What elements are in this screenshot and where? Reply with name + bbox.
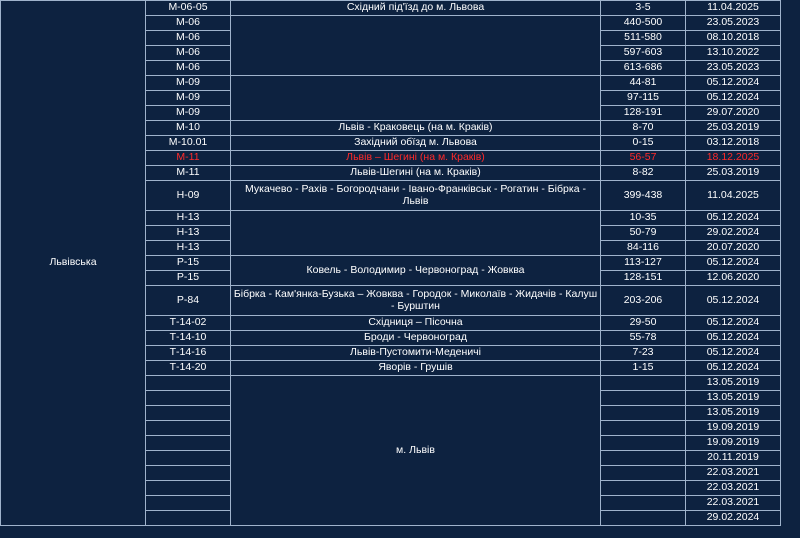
- road-name-cell: [231, 121, 601, 136]
- date-cell: 22.03.2021: [686, 481, 781, 496]
- km-range-cell: 84-116: [601, 241, 686, 256]
- km-range-cell: 50-79: [601, 226, 686, 241]
- date-cell: 23.05.2023: [686, 16, 781, 31]
- km-range-cell: 399-438: [601, 181, 686, 211]
- date-cell: 13.10.2022: [686, 46, 781, 61]
- km-range-cell: 55-78: [601, 331, 686, 346]
- road-index-cell: Р-84: [146, 286, 231, 316]
- km-range-cell: 203-206: [601, 286, 686, 316]
- date-cell: 05.12.2024: [686, 316, 781, 331]
- road-name-text: Львів-Пустомити-Меденичі: [350, 346, 481, 359]
- road-name-text: Бібрка - Кам'янка-Бузька – Жовква - Городок - Миколаїв - Жидачів - Калуш - Бурштин: [233, 287, 598, 312]
- road-index-cell: [146, 376, 231, 391]
- road-index-cell: [146, 391, 231, 406]
- road-index-cell: Р-15: [146, 256, 231, 271]
- road-index-cell: М-11: [146, 151, 231, 166]
- km-range-cell: 113-127: [601, 256, 686, 271]
- date-cell: 25.03.2019: [686, 121, 781, 136]
- road-index-cell: М-09: [146, 91, 231, 106]
- road-index-cell: М-11: [146, 166, 231, 181]
- table-row: [1, 1, 781, 16]
- km-range-cell: 511-580: [601, 31, 686, 46]
- road-index-cell: М-10.01: [146, 136, 231, 151]
- road-name-text: Львів – Шегині (на м. Краків): [346, 151, 485, 164]
- road-name-cell: [231, 136, 601, 151]
- date-cell: 20.11.2019: [686, 451, 781, 466]
- date-cell: 05.12.2024: [686, 76, 781, 91]
- km-range-cell: 128-151: [601, 271, 686, 286]
- road-name-text: Східний під'їзд до м. Львова: [346, 1, 485, 14]
- km-range-cell: 7-23: [601, 346, 686, 361]
- date-cell: 11.04.2025: [686, 181, 781, 211]
- table-body: [1, 1, 781, 526]
- km-range-cell: 29-50: [601, 316, 686, 331]
- km-range-cell: 8-70: [601, 121, 686, 136]
- road-index-cell: М-10: [146, 121, 231, 136]
- road-index-cell: [146, 436, 231, 451]
- km-range-cell: 3-5: [601, 1, 686, 16]
- km-range-cell: 10-35: [601, 211, 686, 226]
- km-range-cell: 44-81: [601, 76, 686, 91]
- date-cell: 29.02.2024: [686, 511, 781, 526]
- road-name-text: м. Львів: [396, 443, 435, 456]
- date-cell: 19.09.2019: [686, 436, 781, 451]
- road-index-cell: Н-09: [146, 181, 231, 211]
- road-name-cell: [231, 331, 601, 346]
- road-name-text: Яворів - Грушів: [378, 361, 453, 374]
- date-cell: 29.02.2024: [686, 226, 781, 241]
- road-index-cell: М-09: [146, 106, 231, 121]
- road-index-cell: Н-13: [146, 241, 231, 256]
- road-index-cell: [146, 451, 231, 466]
- road-index-cell: [146, 466, 231, 481]
- date-cell: 12.06.2020: [686, 271, 781, 286]
- km-range-cell: [601, 466, 686, 481]
- road-index-cell: [146, 406, 231, 421]
- road-name-cell: [231, 361, 601, 376]
- km-range-cell: 0-15: [601, 136, 686, 151]
- road-name-text: Мукачево - Рахів - Богородчани - Івано-Франківськ - Рогатин - Бібрка - Львів: [245, 182, 586, 207]
- road-index-cell: Н-13: [146, 226, 231, 241]
- km-range-cell: 440-500: [601, 16, 686, 31]
- road-name-cell: [231, 1, 601, 16]
- date-cell: 25.03.2019: [686, 166, 781, 181]
- region-cell: Львівська: [1, 1, 146, 526]
- km-range-cell: [601, 391, 686, 406]
- date-cell: 20.07.2020: [686, 241, 781, 256]
- km-range-cell: [601, 421, 686, 436]
- road-index-cell: М-06: [146, 31, 231, 46]
- date-cell: 19.09.2019: [686, 421, 781, 436]
- road-index-cell: М-06: [146, 16, 231, 31]
- road-name-text: Львів-Шегині (на м. Краків): [350, 166, 481, 179]
- road-index-cell: М-06: [146, 61, 231, 76]
- road-index-cell: Н-13: [146, 211, 231, 226]
- km-range-cell: [601, 481, 686, 496]
- date-cell: 05.12.2024: [686, 91, 781, 106]
- road-index-cell: М-06: [146, 46, 231, 61]
- road-name-cell: [231, 211, 601, 256]
- road-index-cell: Т-14-16: [146, 346, 231, 361]
- km-range-cell: 8-82: [601, 166, 686, 181]
- road-name-text: Львів - Краковець (на м. Краків): [338, 121, 493, 134]
- road-name-cell: [231, 76, 601, 121]
- road-index-cell: Т-14-20: [146, 361, 231, 376]
- date-cell: 18.12.2025: [686, 151, 781, 166]
- road-name-text: Західний обїзд м. Львова: [354, 136, 477, 149]
- road-index-cell: М-09: [146, 76, 231, 91]
- date-cell: 11.04.2025: [686, 1, 781, 16]
- date-cell: 22.03.2021: [686, 466, 781, 481]
- road-index-cell: [146, 496, 231, 511]
- km-range-cell: [601, 436, 686, 451]
- road-name-cell: [231, 151, 601, 166]
- date-cell: 08.10.2018: [686, 31, 781, 46]
- date-cell: 05.12.2024: [686, 211, 781, 226]
- km-range-cell: [601, 496, 686, 511]
- road-name-cell: [231, 256, 601, 286]
- road-index-cell: [146, 481, 231, 496]
- road-index-cell: [146, 511, 231, 526]
- road-name-cell: [231, 286, 601, 316]
- road-index-cell: Р-15: [146, 271, 231, 286]
- road-name-text: Ковель - Володимир - Червоноград - Жовква: [306, 263, 525, 276]
- date-cell: 05.12.2024: [686, 286, 781, 316]
- km-range-cell: [601, 376, 686, 391]
- road-index-cell: [146, 421, 231, 436]
- km-range-cell: 56-57: [601, 151, 686, 166]
- date-cell: 05.12.2024: [686, 346, 781, 361]
- road-name-cell: [231, 376, 601, 526]
- km-range-cell: 597-603: [601, 46, 686, 61]
- road-index-cell: Т-14-02: [146, 316, 231, 331]
- km-range-cell: [601, 406, 686, 421]
- date-cell: 05.12.2024: [686, 331, 781, 346]
- km-range-cell: 1-15: [601, 361, 686, 376]
- date-cell: 05.12.2024: [686, 361, 781, 376]
- date-cell: 13.05.2019: [686, 391, 781, 406]
- road-index-cell: М-06-05: [146, 1, 231, 16]
- road-name-cell: [231, 181, 601, 211]
- road-name-cell: [231, 166, 601, 181]
- km-range-cell: 613-686: [601, 61, 686, 76]
- road-name-cell: [231, 316, 601, 331]
- km-range-cell: [601, 511, 686, 526]
- road-name-text: Броди - Червоноград: [364, 331, 467, 344]
- road-name-cell: [231, 346, 601, 361]
- road-name-text: Східниця – Пісочна: [368, 316, 463, 329]
- date-cell: 23.05.2023: [686, 61, 781, 76]
- km-range-cell: 128-191: [601, 106, 686, 121]
- km-range-cell: 97-115: [601, 91, 686, 106]
- km-range-cell: [601, 451, 686, 466]
- date-cell: 13.05.2019: [686, 376, 781, 391]
- road-name-cell: [231, 16, 601, 76]
- date-cell: 05.12.2024: [686, 256, 781, 271]
- date-cell: 03.12.2018: [686, 136, 781, 151]
- road-index-cell: Т-14-10: [146, 331, 231, 346]
- date-cell: 29.07.2020: [686, 106, 781, 121]
- date-cell: 13.05.2019: [686, 406, 781, 421]
- date-cell: 22.03.2021: [686, 496, 781, 511]
